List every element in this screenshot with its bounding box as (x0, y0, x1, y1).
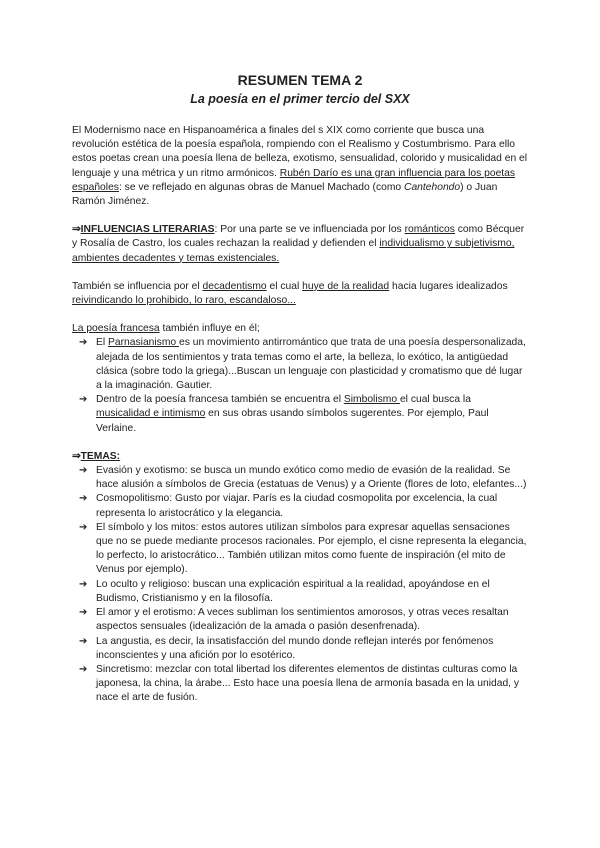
influencias-heading: INFLUENCIAS LITERARIAS (80, 224, 215, 236)
arrow-bullet-icon: ➔ (79, 663, 88, 675)
tema-text: La angustia, es decir, la insatisfacción del mundo donde reflejan interés por fenómenos inconscientes y una afición por lo esotérico. (96, 635, 494, 661)
temas-heading-line (72, 450, 528, 464)
francesa-intro (72, 322, 528, 336)
arrow-bullet-icon: ➔ (79, 337, 88, 349)
parnasianismo-text-1: El (96, 337, 109, 349)
decadentismo-text-3: hacia lugares idealizados (389, 280, 508, 292)
tema-text: Cosmopolitismo: Gusto por viajar. París es la ciudad cosmopolita por excelencia, la cual representa lo aristocrático y la elegancia. (96, 493, 498, 519)
simbolismo-text-2: el cual busca la (399, 394, 471, 406)
simbolismo-term: Simbolismo (343, 394, 400, 406)
list-item (72, 635, 528, 663)
arrow-bullet-icon: ➔ (79, 465, 88, 477)
tema-text: Lo oculto y religioso: buscan una explicación espiritual a la realidad, apoyándose en el Budismo, Cristianismo y en la filosofía. (96, 578, 490, 604)
list-item (72, 606, 528, 634)
reivindicando-term: reivindicando lo prohibido, lo raro, escandaloso... (72, 295, 296, 307)
influencias-arrow: ⇒ (72, 224, 81, 236)
decadentismo-text-1: También se influencia por el (72, 280, 203, 292)
arrow-bullet-icon: ➔ (79, 635, 88, 647)
influencias-paragraph (72, 223, 528, 266)
parnasianismo-term: Parnasianismo (108, 337, 179, 349)
decadentismo-term: decadentismo (202, 280, 267, 292)
arrow-bullet-icon: ➔ (79, 493, 88, 505)
dario-text: : se ve reflejado en algunas obras de Manuel Machado (como (118, 181, 405, 193)
dario-influence: Rubén Darío es una gran influencia para los poetas españoles (72, 167, 516, 193)
simbolismo-text-3: en sus obras usando símbolos sugerentes. Por ejemplo, Paul Verlaine. (96, 408, 489, 434)
simbolismo-text-1: Dentro de la poesía francesa también se encuentra el (96, 394, 344, 406)
list-item (72, 336, 528, 393)
tema-text: Evasión y exotismo: se busca un mundo exótico como medio de evasión de la realidad. Se hace alusión a símbolos de Grecia (estatuas de Venus) y a Oriente (flores de loto, elefantes...) (96, 465, 527, 491)
temas-list (72, 464, 528, 705)
tema-text: El símbolo y los mitos: estos autores utilizan símbolos para expresar aquellas sensaciones que no se puede mediante procesos racionales. Por ejemplo, el cisne representa la elegancia, lo perfecto, lo aristocrático... También utilizan mitos como fuente de inspiración (el mito de Venus por ejemplo). (96, 521, 527, 576)
arrow-bullet-icon: ➔ (79, 394, 88, 406)
list-item (72, 393, 528, 436)
francesa-term: La poesía francesa (72, 323, 160, 335)
list-item (72, 578, 528, 606)
cantehondo-title: Cantehondo (404, 181, 461, 193)
temas-arrow: ⇒ (72, 450, 81, 462)
decadentismo-text-2: el cual (266, 280, 303, 292)
influencias-text-1: : Por una parte se ve influenciada por los (214, 224, 405, 236)
tema-text: Sincretismo: mezclar con total libertad los diferentes elementos de distintas culturas como la japonesa, la china, la árabe... Esto hace una poesía llena de armonía basada en la unidad, y nace el arte de fusión. (96, 663, 520, 704)
decadentismo-paragraph (72, 280, 528, 308)
parnasianismo-text-2: es un movimiento antirromántico que trata de una poesía despersonalizada, alejada de los sentimientos y trata temas como el arte, la belleza, lo exótico, la antigüedad clásica (sobre todo la griega)...Buscan un lenguaje con plasticidad y cromatismo que dé lugar a la imaginación. Gautier. (96, 337, 526, 392)
dario-end: ) o Juan Ramón Jiménez. (72, 181, 498, 208)
document-subtitle: La poesía en el primer tercio del SXX (190, 92, 410, 106)
tema-text: El amor y el erotismo: A veces subliman los sentimientos amorosos, y otras veces resaltan aspectos sensuales (idealización de la amada o pasión desenfrenada). (96, 607, 509, 633)
individualismo-term: individualismo y subjetivismo, ambientes decadentes y temas existenciales. (72, 238, 515, 264)
arrow-bullet-icon: ➔ (79, 607, 88, 619)
influencias-text-2: como Bécquer y Rosalía de Castro, los cuales rechazan la realidad y defienden el (72, 224, 525, 250)
temas-heading: TEMAS: (80, 450, 121, 462)
huye-term: huye de la realidad (302, 280, 390, 292)
musicalidad-term: musicalidad e intimismo (96, 408, 206, 420)
francesa-list (72, 336, 528, 435)
document-title: RESUMEN TEMA 2 (237, 72, 363, 88)
francesa-text: también influye en él; (159, 323, 260, 335)
list-item (72, 663, 528, 706)
intro-paragraph (72, 124, 528, 209)
arrow-bullet-icon: ➔ (79, 521, 88, 533)
intro-text: El Modernismo nace en Hispanoamérica a finales del s XIX como corriente que busca una revolución estética de la poesía española, rompiendo con el Realismo y Costumbrismo. Para ello estos poetas crean una poesía llena de belleza, exotismo, sensualidad, colorido y musicalidad en el lenguaje y una métrica y un ritmo armónicos. (72, 125, 528, 179)
romanticos-term: románticos (404, 224, 455, 236)
list-item (72, 492, 528, 520)
list-item (72, 521, 528, 578)
arrow-bullet-icon: ➔ (79, 578, 88, 590)
list-item (72, 464, 528, 492)
document-page (72, 72, 528, 706)
